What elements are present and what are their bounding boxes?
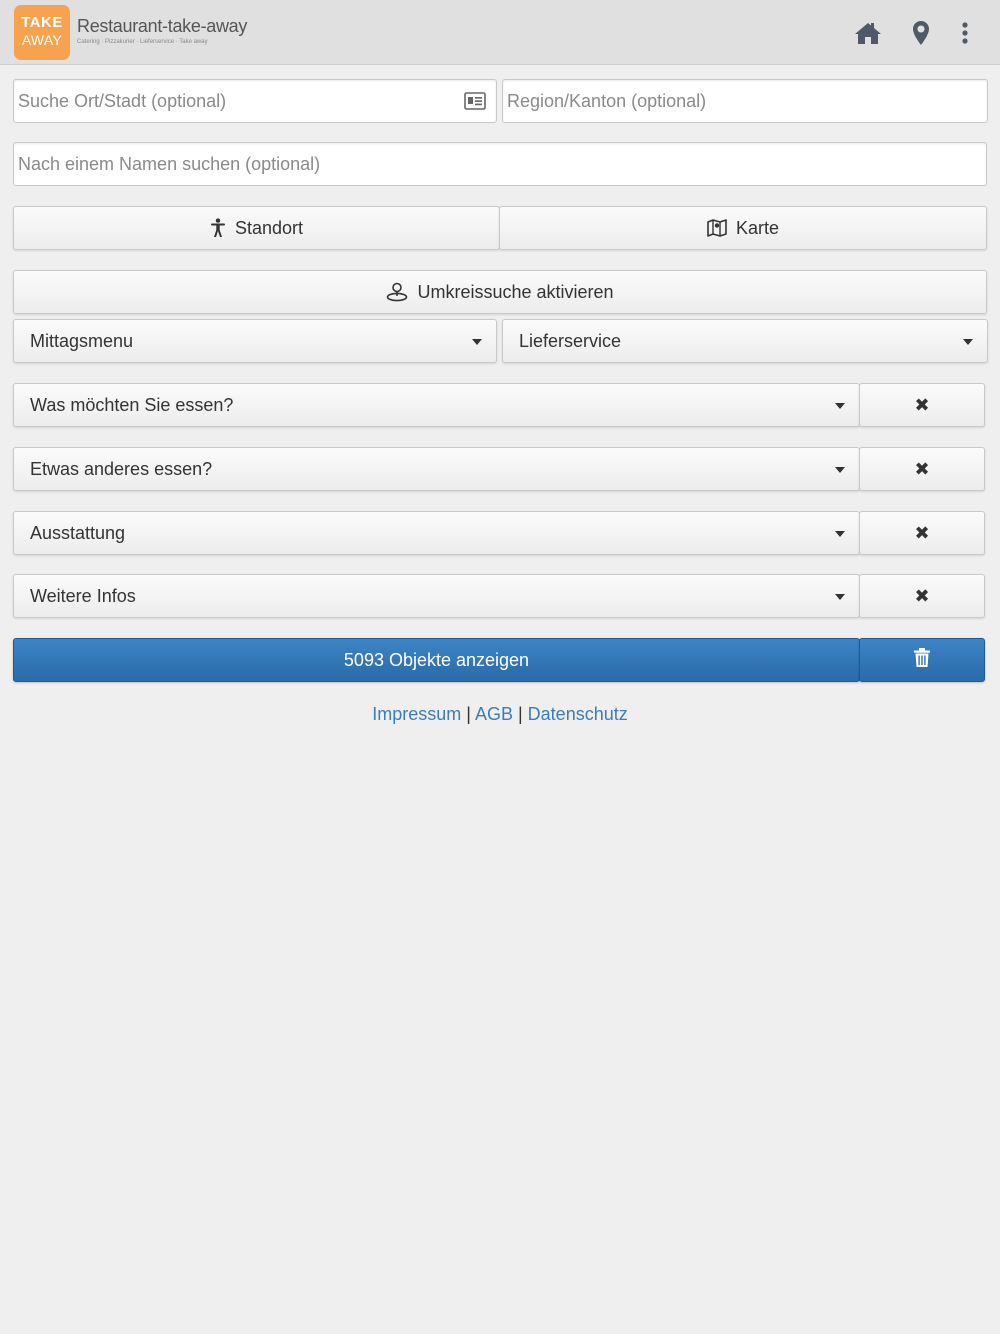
person-icon: [210, 218, 226, 238]
name-search-input[interactable]: [14, 143, 986, 185]
close-icon: ✖: [914, 585, 930, 606]
logo-line-2: AWAY: [21, 32, 63, 48]
footer-links: [0, 704, 1000, 725]
home-icon[interactable]: [853, 18, 883, 48]
chevron-down-icon: [963, 339, 973, 345]
reset-filters-button[interactable]: [859, 638, 985, 682]
chevron-down-icon: [835, 467, 845, 473]
trash-icon: [914, 648, 930, 672]
datenschutz-link[interactable]: Datenschutz: [527, 704, 628, 724]
brand-tagline: Catering · Pizzakurier · Lieferservice · Take away: [77, 39, 208, 45]
close-icon: ✖: [914, 458, 930, 479]
food-filter-clear-button[interactable]: [859, 383, 985, 427]
location-button-label: Standort: [234, 217, 304, 238]
chevron-down-icon: [835, 403, 845, 409]
footer-separator: |: [461, 704, 475, 724]
close-icon: ✖: [914, 394, 930, 415]
city-search-field[interactable]: [13, 79, 497, 123]
map-icon: [707, 219, 727, 237]
radius-pin-icon: [386, 282, 408, 302]
more-info-filter-label: Weitere Infos: [30, 585, 136, 606]
app-logo[interactable]: [14, 5, 70, 60]
map-marker-icon[interactable]: [906, 18, 936, 48]
food-filter-label: Was möchten Sie essen?: [30, 394, 234, 415]
more-info-filter-clear-button[interactable]: [859, 574, 985, 618]
chevron-down-icon: [472, 339, 482, 345]
app-header: [0, 0, 1000, 65]
brand[interactable]: [77, 16, 247, 47]
close-icon: ✖: [914, 522, 930, 543]
more-info-filter-select[interactable]: [13, 574, 860, 618]
show-results-button[interactable]: [13, 638, 860, 682]
equipment-filter-label: Ausstattung: [30, 522, 126, 543]
location-button[interactable]: [13, 206, 500, 250]
chevron-down-icon: [835, 531, 845, 537]
equipment-filter-clear-button[interactable]: [859, 511, 985, 555]
menu-select[interactable]: [13, 319, 497, 363]
name-search-field[interactable]: [13, 142, 987, 186]
other-food-filter-select[interactable]: [13, 447, 860, 491]
agb-link[interactable]: AGB: [474, 704, 513, 724]
city-search-input[interactable]: [14, 80, 496, 122]
radius-search-label: Umkreissuche aktivieren: [417, 281, 614, 302]
more-vertical-icon[interactable]: [950, 18, 980, 48]
food-filter-select[interactable]: [13, 383, 860, 427]
region-search-input[interactable]: [503, 80, 987, 122]
other-food-filter-label: Etwas anderes essen?: [30, 458, 213, 479]
footer-separator: |: [512, 704, 528, 724]
service-select-value: Lieferservice: [519, 330, 622, 351]
map-button[interactable]: [499, 206, 987, 250]
brand-title: Restaurant-take-away: [77, 16, 248, 36]
region-search-field[interactable]: [502, 79, 988, 123]
address-card-icon[interactable]: [464, 92, 486, 115]
chevron-down-icon: [835, 594, 845, 600]
impressum-link[interactable]: Impressum: [372, 704, 462, 724]
equipment-filter-select[interactable]: [13, 511, 860, 555]
menu-select-value: Mittagsmenu: [30, 330, 134, 351]
logo-line-1: TAKE: [21, 14, 63, 31]
show-results-label: 5093 Objekte anzeigen: [343, 649, 530, 670]
radius-search-button[interactable]: [13, 270, 987, 314]
map-button-label: Karte: [735, 217, 780, 238]
other-food-filter-clear-button[interactable]: [859, 447, 985, 491]
service-select[interactable]: [502, 319, 988, 363]
